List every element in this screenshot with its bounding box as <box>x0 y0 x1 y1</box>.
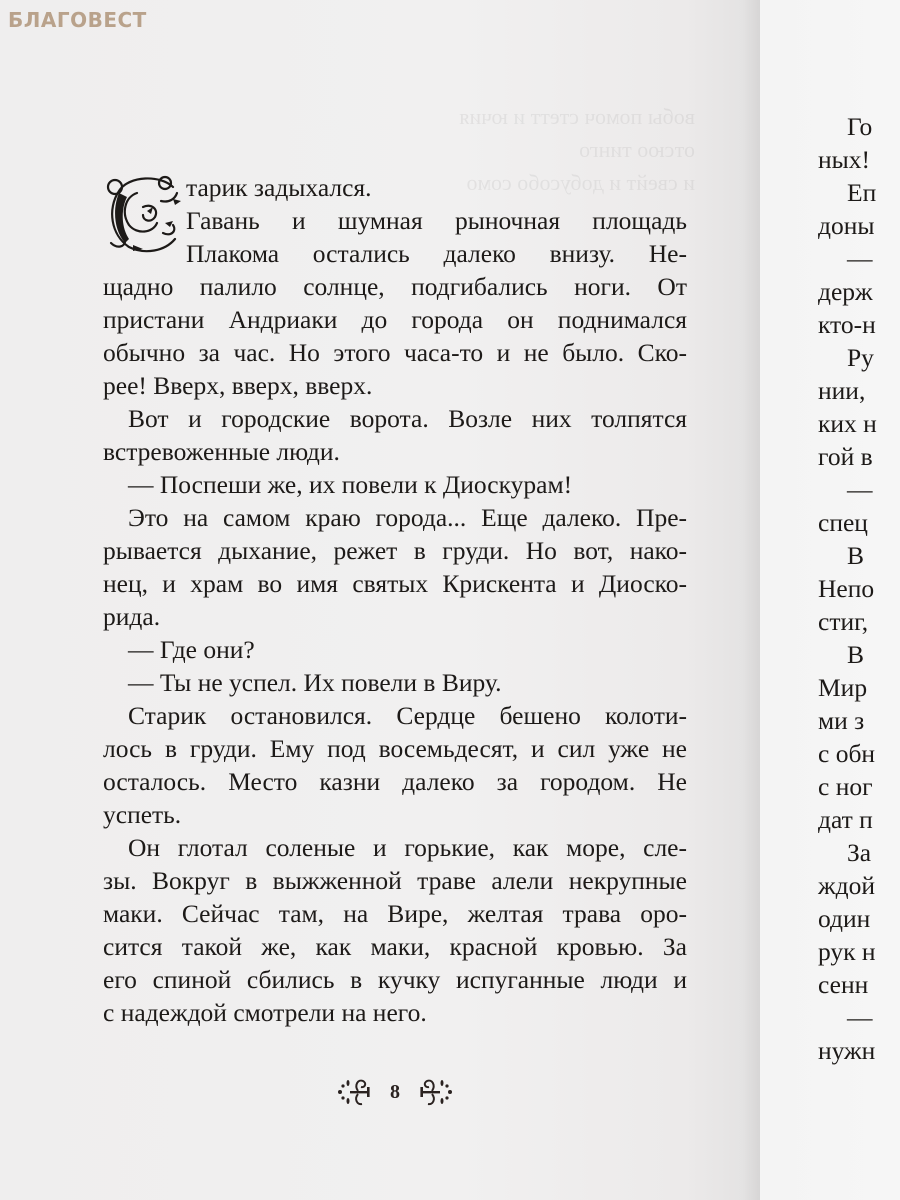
text-line: рида. <box>103 602 161 631</box>
text-line: Гавань и шумная рыночная площадь <box>186 206 687 235</box>
text-line: кто-н <box>818 310 876 339</box>
text-line: — Поспеши же, их повели к Диоскурам! <box>128 470 573 499</box>
text-line: спец <box>818 508 868 537</box>
text-line: Плакома остались далеко внизу. Не- <box>186 239 687 268</box>
text-line: дат п <box>818 805 873 834</box>
text-line: сенн <box>818 970 869 999</box>
text-line: с обн <box>818 739 876 768</box>
text-line: доны <box>818 211 875 240</box>
book-gutter <box>742 0 760 1200</box>
text-line: Это на самом краю города... Еще далеко. Пре- <box>128 503 687 532</box>
text-line: пристани Андриаки до города он поднимался <box>103 305 687 334</box>
text-line: Го <box>847 112 873 141</box>
watermark-logo: БЛАГОВЕСТ <box>8 8 147 32</box>
text-line: Еп <box>847 178 877 207</box>
text-line: лось в груди. Ему под восемьдесят, и сил уже не <box>103 734 687 763</box>
text-line: нии, <box>818 376 866 405</box>
text-line: ждой <box>818 871 875 900</box>
text-line: стиг, <box>818 607 869 636</box>
text-line: Ру <box>847 343 874 372</box>
text-line: — <box>847 475 873 504</box>
text-line: — <box>847 244 873 273</box>
ghost-line: и свейт и добусобо сомо <box>466 170 695 195</box>
text-line: Старик остановился. Сердце бешено колоти- <box>128 701 687 730</box>
text-line: Он глотал соленые и горькие, как море, сле- <box>128 833 687 862</box>
right-page-body <box>818 110 877 1067</box>
page-number: 8 <box>390 1080 400 1103</box>
text-line: Вот и городские ворота. Возле них толпятся <box>128 404 687 433</box>
fleuron-right-icon <box>414 1077 454 1107</box>
text-line: ных! <box>818 145 871 174</box>
text-line: Непо <box>818 574 875 603</box>
text-line: тарик задыхался. <box>186 173 372 202</box>
text-line: успеть. <box>103 800 182 829</box>
ghost-line: вобы помоч стетт и ючия <box>459 104 695 129</box>
text-line: рывается дыхание, режет в груди. Но вот, нако- <box>103 536 687 565</box>
text-line: его спиной сбились в кучку испуганные люди и <box>103 965 687 994</box>
text-line: нец, и храм во имя святых Крискента и Диоско- <box>103 569 687 598</box>
text-line: Мир <box>818 673 868 702</box>
ghost-line: отсюо тинго <box>579 137 695 162</box>
text-line: один <box>818 904 871 933</box>
text-line: — Ты не успел. Их повели в Виру. <box>128 668 502 697</box>
text-line: держ <box>818 277 873 306</box>
text-line: — <box>847 1003 873 1032</box>
text-line: В <box>847 541 865 570</box>
text-line: щадно палило солнце, подгибались ноги. От <box>103 272 687 301</box>
text-line: рук н <box>818 937 876 966</box>
text-line: с ног <box>818 772 873 801</box>
text-line: зы. Вокруг в выжженной траве алели некрупные <box>103 866 687 895</box>
text-line: — Где они? <box>128 635 255 664</box>
fleuron-left-icon <box>336 1077 376 1107</box>
text-line: гой в <box>818 442 873 471</box>
text-line: маки. Сейчас там, на Вире, желтая трава оро- <box>103 899 687 928</box>
page-footer <box>330 1072 460 1112</box>
text-line: осталось. Место казни далеко за городом. Не <box>103 767 687 796</box>
text-line: нужн <box>818 1036 876 1065</box>
text-line: рее! Вверх, вверх, вверх. <box>103 371 373 400</box>
text-line: За <box>847 838 872 867</box>
text-line: В <box>847 640 865 669</box>
text-line: с надеждой смотрели на него. <box>103 998 427 1027</box>
text-line: ких н <box>818 409 877 438</box>
text-line: встревоженные люди. <box>103 437 340 466</box>
text-line: ми з <box>818 706 865 735</box>
text-line: сится такой же, как маки, красной кровью. За <box>103 932 687 961</box>
left-page-body <box>103 171 687 1029</box>
text-line: обычно за час. Но этого часа-то и не было. Ско- <box>103 338 687 367</box>
